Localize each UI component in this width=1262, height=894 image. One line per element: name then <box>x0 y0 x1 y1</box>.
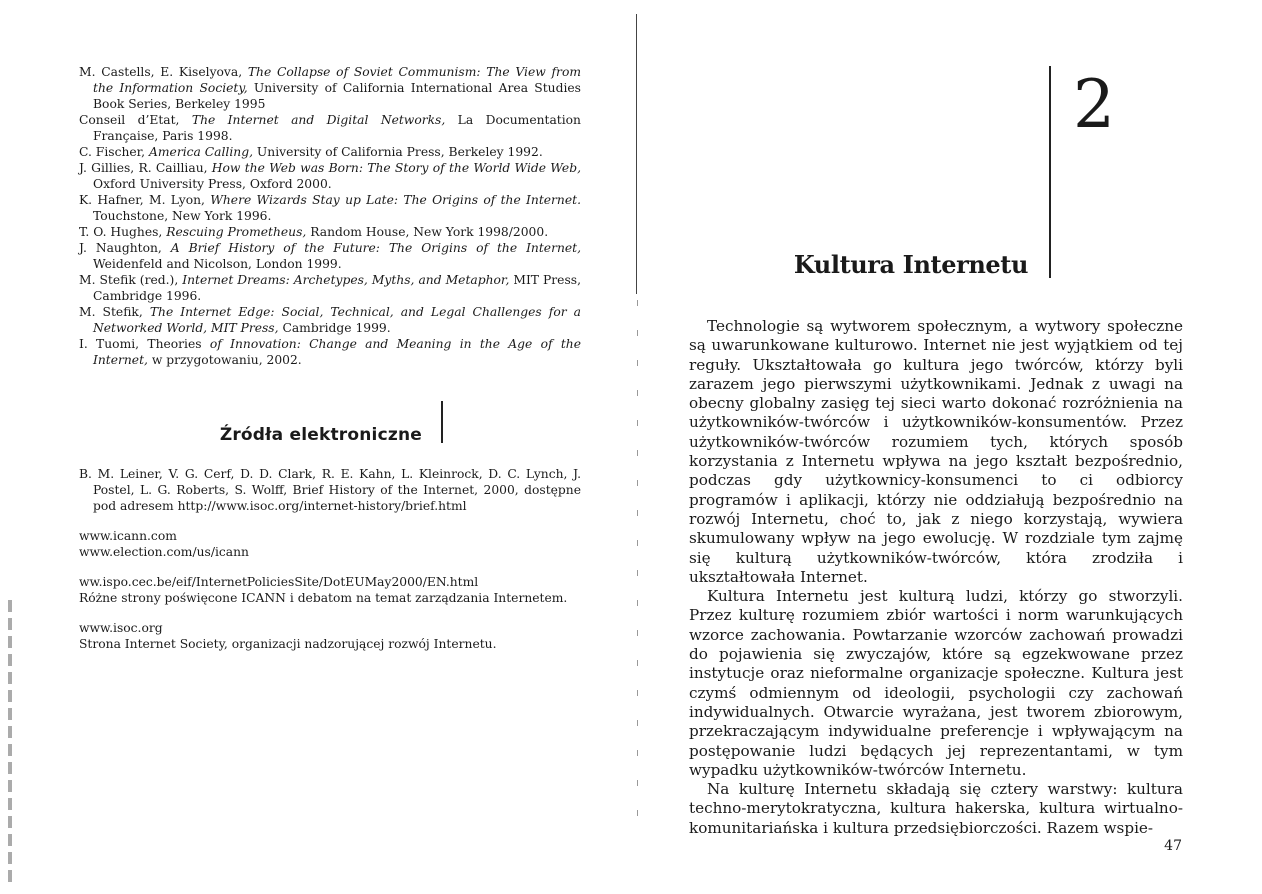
chapter-body <box>689 317 1183 838</box>
source-block <box>79 528 581 560</box>
source-description: Różne strony poświęcone ICANN i debatom na temat zarządzania Internetem. <box>79 591 568 605</box>
chapter-title: Kultura Internetu <box>793 250 1028 279</box>
source-url: www.icann.com <box>79 529 177 543</box>
section-heading: Źródła elektroniczne <box>219 425 422 445</box>
page-number: 47 <box>1164 838 1182 854</box>
body-paragraph: Na kulturę Internetu składają się cztery warstwy: kultura techno-merytokratyczna, kultura hakerska, kultura wirtualno-komunitariańska i kultura przedsiębiorczości. Razem wspie- <box>689 780 1183 837</box>
bibliography-entry: M. Stefik (red.), Internet Dreams: Archetypes, Myths, and Metaphor, MIT Press, Cambridge 1996. <box>79 273 581 303</box>
chapter-number: 2 <box>1073 66 1115 143</box>
source-line: B. M. Leiner, V. G. Cerf, D. D. Clark, R. E. Kahn, L. Kleinrock, D. C. Lynch, J. Postel, L. G. Roberts, S. Wolff, Brief History of the Internet, 2000, dostępne pod adresem http://www.isoc.org/internet-history/brief.html <box>79 467 581 513</box>
section-rule <box>441 401 443 443</box>
body-paragraph: Technologie są wytworem społecznym, a wytwory społeczne są uwarunkowane kulturowo. Internet nie jest wyjątkiem od tej reguły. Ukształtowała go kultura jego twórców, którzy byli zarazem jego pierwszymi użytkownikami. Jednak z uwagi na obecny globalny zasięg tej sieci warto dokonać rozróżnienia na użytkowników-twórców i użytkowników-konsumentów. Przez użytkowników-twórców rozumiem tych, których sposób korzystania z Internetu wpływa na jego kształt bezpośrednio, podczas gdy użytkownicy-konsumenci to ci odbiorcy programów i aplikacji, którzy nie oddziałują bezpośrednio na rozwój Internetu, choć to, jak z niego korzystają, wywiera skumulowany wpływ na jego ewolucję. W rozdziale tym zajmę się kulturą użytkowników-twórców, która zrodziła i ukształtowała Internet. <box>689 317 1183 586</box>
bibliography-entry: T. O. Hughes, Rescuing Prometheus, Random House, New York 1998/2000. <box>79 225 549 239</box>
source-block <box>79 466 581 514</box>
source-description: Strona Internet Society, organizacji nadzorującej rozwój Internetu. <box>79 637 497 651</box>
source-url: www.election.com/us/icann <box>79 545 249 559</box>
left-page <box>0 0 630 894</box>
bibliography-entry: M. Stefik, The Internet Edge: Social, Technical, and Legal Challenges for a Networked World, MIT Press, Cambridge 1999. <box>79 305 582 335</box>
body-paragraph: Kultura Internetu jest kulturą ludzi, którzy go stworzyli. Przez kulturę rozumiem zbiór wartości i norm warunkujących wzorce zachowania. Powtarzanie wzorców zachowań prowadzi do pojawienia się zwyczajów, które są egzekwowane przez instytucje oraz nieformalne organizacje społeczne. Kultura jest czymś odmiennym od ideologii, psychologii czy zachowań indywidualnych. Otwarcie wyrażana, jest tworem zbiorowym, przekraczającym indywidualne preferencje i wpływającym na postępowanie ludzi będących jej reprezentantami, w tym wypadku użytkowników-twórców Internetu. <box>689 587 1183 779</box>
bibliography-entry: K. Hafner, M. Lyon, Where Wizards Stay up Late: The Origins of the Internet. Touchstone, New York 1996. <box>79 193 581 223</box>
source-block <box>79 574 581 606</box>
bibliography-entry: J. Naughton, A Brief History of the Future: The Origins of the Internet, Weidenfeld and Nicolson, London 1999. <box>79 241 581 271</box>
bibliography-entry: M. Castells, E. Kiselyova, The Collapse of Soviet Communism: The View from the Information Society, University of California International Area Studies Book Series, Berkeley 1995 <box>79 65 582 111</box>
electronic-sources <box>79 466 581 666</box>
chapter-rule <box>1049 66 1051 278</box>
source-block <box>79 620 581 652</box>
bibliography-entry: J. Gillies, R. Cailliau, How the Web was Born: The Story of the World Wide Web, Oxford University Press, Oxford 2000. <box>79 161 581 191</box>
bibliography-entry: Conseil d’Etat, The Internet and Digital Networks, La Documentation Française, Paris 1998. <box>79 113 581 143</box>
source-url: www.isoc.org <box>79 621 163 635</box>
bibliography-entry: I. Tuomi, Theories of Innovation: Change and Meaning in the Age of the Internet, w przygotowaniu, 2002. <box>79 337 581 367</box>
bibliography-entry: C. Fischer, America Calling, University of California Press, Berkeley 1992. <box>79 145 543 159</box>
bibliography-list <box>79 64 581 368</box>
source-url: ww.ispo.cec.be/eif/InternetPoliciesSite/DotEUMay2000/EN.html <box>79 575 479 589</box>
scan-edge-marks <box>8 600 12 885</box>
